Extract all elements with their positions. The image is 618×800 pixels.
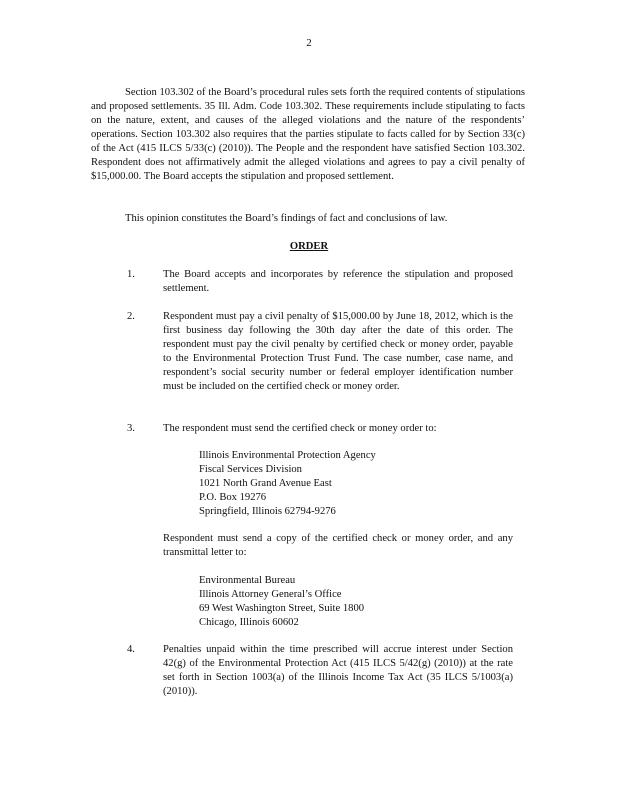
findings-paragraph: This opinion constitutes the Board’s findings of fact and conclusions of law.	[125, 213, 448, 224]
order-item-number: 2.	[127, 311, 135, 322]
page-number: 2	[306, 37, 312, 49]
address-line: Springfield, Illinois 62794-9276	[199, 506, 336, 517]
order-item-number: 1.	[127, 269, 135, 280]
order-item-text: Penalties unpaid within the time prescribed will accrue interest under Section 42(g) of the Environmental Protection Act (415 ILCS 5/42(g) (2010)) at the rate set forth in Section 1003(a) of the Illinois Income Tax Act (35 ILCS 5/1003(a) (2010)).	[163, 644, 513, 697]
intro-paragraph: Section 103.302 of the Board’s procedural rules sets forth the required contents of stipulations and proposed settlements. 35 Ill. Adm. Code 103.302. These requirements include stipulating to facts on the nature, extent, and causes of the alleged violations and the nature of the respondents’ operations. Section 103.302 also requires that the parties stipulate to facts called for by Section 33(c) of the Act (415 ILCS 5/33(c) (2010)). The People and the respondent have satisfied Section 103.302. Respondent does not affirmatively admit the alleged violations and agrees to pay a civil penalty of $15,000.00. The Board accepts the stipulation and proposed settlement.	[91, 87, 525, 182]
address-line: Illinois Environmental Protection Agency	[199, 450, 376, 461]
bureau-address	[199, 574, 499, 630]
order-item-text: The respondent must send the certified check or money order to:	[163, 423, 437, 434]
order-item-number: 3.	[127, 423, 135, 434]
address-line: Fiscal Services Division	[199, 464, 302, 475]
agency-address	[199, 449, 499, 519]
address-line: 69 West Washington Street, Suite 1800	[199, 603, 365, 614]
order-item-text: Respondent must pay a civil penalty of $15,000.00 by June 18, 2012, which is the first business day following the 30th day after the date of this order. The respondent must pay the civil penalty by certified check or money order, payable to the Environmental Protection Trust Fund. The case number, case name, and respondent’s social security number or federal employer identification number must be included on the certified check or money order.	[163, 311, 513, 392]
address-line: P.O. Box 19276	[199, 492, 267, 503]
order-item-number: 4.	[127, 644, 135, 655]
order-heading: ORDER	[289, 241, 329, 252]
address-line: Chicago, Illinois 60602	[199, 617, 299, 628]
address-line: Illinois Attorney General’s Office	[199, 589, 342, 600]
address-line: Environmental Bureau	[199, 575, 296, 586]
address-line: 1021 North Grand Avenue East	[199, 478, 332, 489]
order-item-3-copy-text: Respondent must send a copy of the certified check or money order, and any transmittal letter to:	[163, 533, 513, 558]
order-item-text: The Board accepts and incorporates by reference the stipulation and proposed settlement.	[163, 269, 513, 294]
